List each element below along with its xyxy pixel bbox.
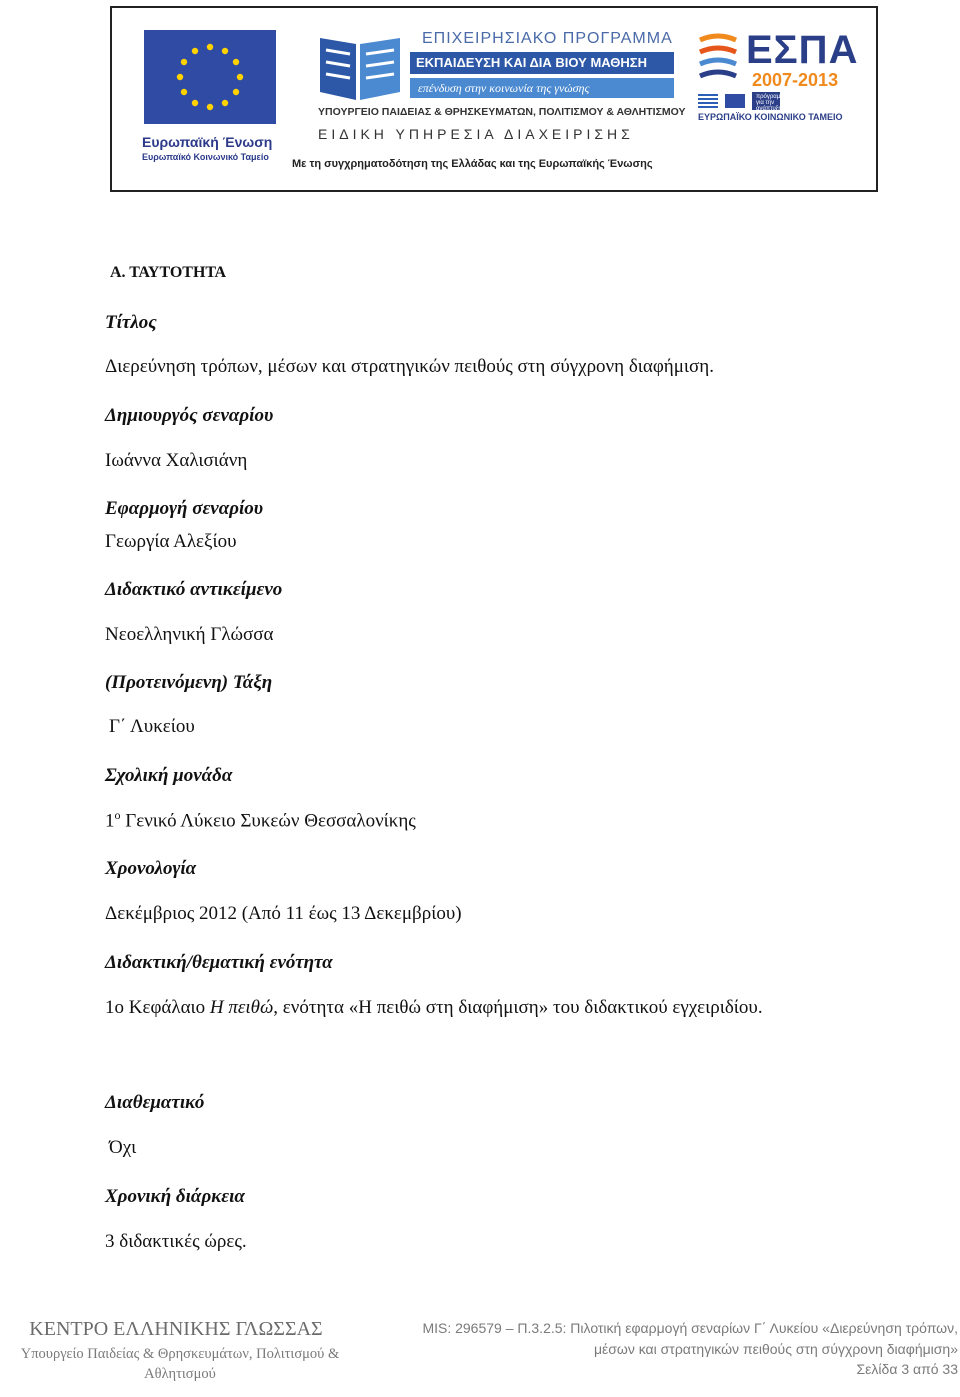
programme-subtitle: ΕΚΠΑΙΔΕΥΣΗ ΚΑΙ ΔΙΑ ΒΙΟΥ ΜΑΘΗΣΗ: [410, 52, 674, 74]
footer-organization: ΚΕΝΤΡΟ ΕΛΛΗΝΙΚΗΣ ΓΛΩΣΣΑΣ: [29, 1318, 323, 1340]
eu-flag-icon: [144, 30, 276, 124]
title-label: Τίτλος: [105, 312, 157, 333]
eu-small-flag-icon: [725, 94, 745, 108]
duration-label: Χρονική διάρκεια: [105, 1186, 245, 1207]
espa-fund-name: ΕΥΡΩΠΑΪΚΟ ΚΟΙΝΩΝΙΚΟ ΤΑΜΕΙΟ: [698, 112, 843, 122]
programme-emblem-icon: [316, 30, 404, 106]
school-value: [105, 808, 416, 832]
implementation-value: Γεωργία Αλεξίου: [105, 531, 237, 552]
date-label: Χρονολογία: [105, 858, 197, 879]
grade-label: (Προτεινόμενη) Τάξη: [105, 672, 273, 693]
section-heading: Α. ΤΑΥΤΟΤΗΤΑ: [110, 264, 227, 281]
grade-value: Γ΄ Λυκείου: [109, 716, 195, 737]
espa-logo: ΕΣΠΑ: [746, 28, 859, 72]
creator-label: Δημιουργός σεναρίου: [105, 405, 274, 426]
espa-mark-icon: [696, 32, 740, 82]
cross-curricular-label: Διαθεματικό: [105, 1092, 205, 1113]
greek-flag-icon: [698, 94, 718, 108]
espa-flags-row: [698, 92, 788, 113]
programme-title: ΕΠΙΧΕΙΡΗΣΙΑΚΟ ΠΡΟΓΡΑΜΜΑ: [422, 30, 673, 47]
school-superscript: ο: [114, 808, 121, 822]
unit-value: [105, 988, 885, 1028]
cross-curricular-value: Όχι: [109, 1137, 137, 1158]
school-number: 1: [105, 810, 115, 832]
date-value: Δεκέμβριος 2012 (Από 11 έως 13 Δεκεμβρίου): [105, 903, 462, 924]
espa-strip: πρόγραμμα για την ανάπτυξη: [752, 92, 780, 110]
implementation-label: Εφαρμογή σεναρίου: [105, 498, 264, 519]
footer-page-number: Σελίδα 3 από 33: [856, 1361, 958, 1377]
cofunding-statement: Με τη συγχρηματοδότηση της Ελλάδας και της Ευρωπαϊκής Ένωσης: [292, 158, 653, 170]
eu-fund-name: Ευρωπαϊκό Κοινωνικό Ταμείο: [142, 152, 269, 162]
creator-value: Ιωάννα Χαλισιάνη: [105, 450, 248, 471]
title-value: Διερεύνηση τρόπων, μέσων και στρατηγικών πειθούς στη σύγχρονη διαφήμιση.: [105, 356, 714, 377]
unit-label: Διδακτική/θεματική ενότητα: [105, 952, 333, 973]
subject-label: Διδακτικό αντικείμενο: [105, 579, 283, 600]
duration-value: 3 διδακτικές ώρες.: [105, 1231, 247, 1252]
programme-slogan: επένδυση στην κοινωνία της γνώσης: [410, 78, 674, 98]
unit-value-end: , ενότητα «Η πειθώ στη διαφήμιση» του διδακτικού εγχειριδίου.: [273, 997, 763, 1018]
unit-value-italic: Η πειθώ: [209, 997, 274, 1018]
espa-years: 2007-2013: [752, 70, 839, 90]
ministry-name: ΥΠΟΥΡΓΕΙΟ ΠΑΙΔΕΙΑΣ & ΘΡΗΣΚΕΥΜΑΤΩΝ, ΠΟΛΙΤΙΣΜΟΥ & ΑΘΛΗΤΙΣΜΟΥ: [318, 106, 686, 118]
school-name: Γενικό Λύκειο Συκεών Θεσσαλονίκης: [120, 810, 416, 832]
footer-project-info: [398, 1318, 958, 1380]
subject-value: Νεοελληνική Γλώσσα: [105, 624, 274, 645]
eu-name: Ευρωπαϊκή Ένωση: [142, 134, 273, 150]
unit-value-start: 1ο Κεφάλαιο: [105, 997, 210, 1018]
school-label: Σχολική μονάδα: [105, 765, 233, 786]
footer-ministry: Υπουργείο Παιδείας & Θρησκευμάτων, Πολιτισμού & Αθλητισμού: [20, 1346, 340, 1382]
managing-service: ΕΙΔΙΚΗ ΥΠΗΡΕΣΙΑ ΔΙΑΧΕΙΡΙΣΗΣ: [318, 126, 634, 142]
header-banner: [110, 6, 878, 192]
footer-project-line: MIS: 296579 – Π.3.2.5: Πιλοτική εφαρμογή σεναρίων Γ΄ Λυκείου «Διερεύνηση τρόπων, μέσων και στρατηγικών πειθούς στη σύγχρονη διαφήμιση»: [422, 1320, 958, 1357]
